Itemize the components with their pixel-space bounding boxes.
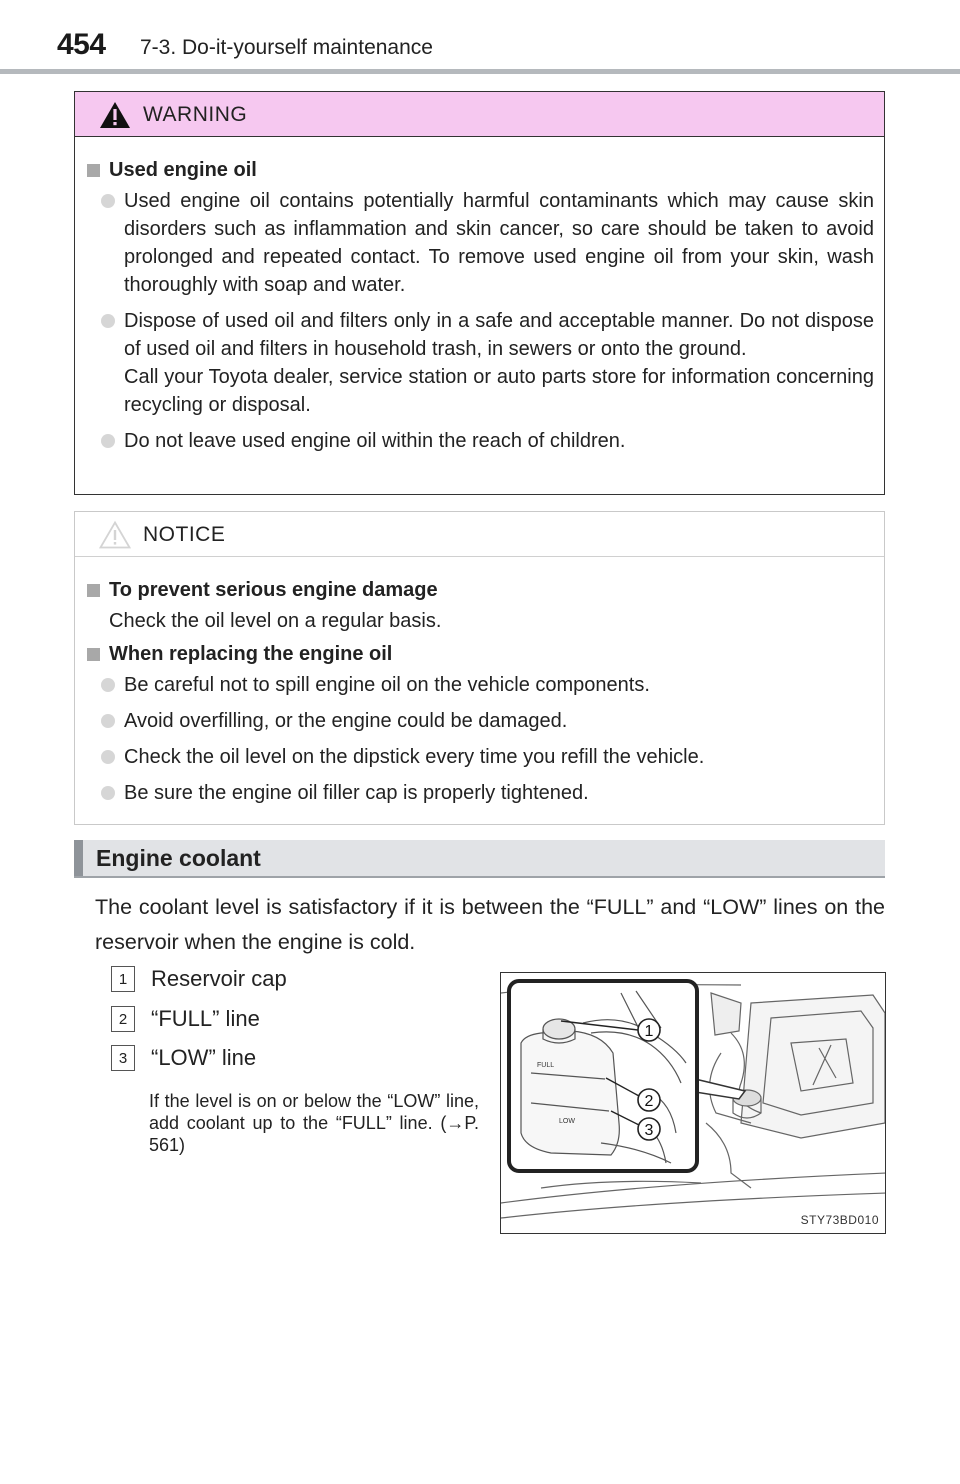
square-bullet-icon xyxy=(87,648,100,661)
page-header xyxy=(0,0,960,78)
notice-bullet-text: Check the oil level on the dipstick every time you refill the vehicle. xyxy=(124,746,705,768)
figure-marker-number: 2 xyxy=(644,1093,654,1110)
coolant-intro: The coolant level is satisfactory if it is between the “FULL” and “LOW” lines on the reservoir when the engine is cold. xyxy=(95,895,885,954)
square-bullet-icon xyxy=(87,164,100,177)
reservoir-full-mark: FULL xyxy=(537,1062,555,1069)
notice-bullet xyxy=(101,779,874,807)
warning-bullet-text: Used engine oil contains potentially harmful contaminants which may cause skin disorders such as inflammation and skin cancer, so care should be taken to avoid prolonged and repeated contact. To remove used engine oil from your skin, wash thoroughly with soap and water. xyxy=(124,190,874,296)
callout-number: 2 xyxy=(111,1006,135,1032)
callout-number: 1 xyxy=(111,966,135,992)
warning-subhead xyxy=(87,157,874,183)
square-bullet-icon xyxy=(87,584,100,597)
callout-label: “FULL” line xyxy=(151,1006,260,1031)
engine-illustration xyxy=(500,972,886,1234)
warning-bullet xyxy=(101,427,874,455)
reservoir-low-mark: LOW xyxy=(559,1118,575,1125)
warning-subhead-text: Used engine oil xyxy=(109,159,257,181)
notice-title: NOTICE xyxy=(143,523,226,546)
notice-subhead-text: When replacing the engine oil xyxy=(109,643,393,665)
notice-bullet-text: Be careful not to spill engine oil on the vehicle components. xyxy=(124,674,650,696)
figure-marker-number: 1 xyxy=(644,1023,654,1040)
bullet-dot-icon xyxy=(101,678,115,692)
section-banner xyxy=(74,840,885,878)
coolant-note: If the level is on or below the “LOW” line, add coolant up to the “FULL” line. (→P. 561) xyxy=(149,1091,479,1155)
bullet-dot-icon xyxy=(101,434,115,448)
notice-subhead-text: To prevent serious engine damage xyxy=(109,579,438,601)
notice-bullet xyxy=(101,671,874,699)
warning-bullet-text xyxy=(124,307,874,419)
callout-item xyxy=(111,1045,256,1071)
caution-triangle-icon xyxy=(99,520,131,550)
notice-header xyxy=(75,512,884,557)
notice-body xyxy=(75,557,884,807)
warning-bullet-line: Dispose of used oil and filters only in a safe and acceptable manner. Do not dispose of used oil and filters in household trash, in sewers or onto the ground. xyxy=(124,310,874,360)
notice-bullet xyxy=(101,707,874,735)
notice-box xyxy=(74,511,885,825)
figure-marker xyxy=(638,1089,660,1111)
bullet-dot-icon xyxy=(101,786,115,800)
figure-marker-number: 3 xyxy=(644,1122,654,1139)
figure-marker xyxy=(638,1118,660,1140)
bullet-dot-icon xyxy=(101,314,115,328)
warning-triangle-icon xyxy=(99,100,131,130)
notice-subhead xyxy=(87,641,874,667)
warning-header xyxy=(75,92,884,137)
callout-label: Reservoir cap xyxy=(151,966,287,991)
engine-bay-drawing xyxy=(501,973,886,1234)
warning-bullet-line: Call your Toyota dealer, service station or auto parts store for information concerning recycling or disposal. xyxy=(124,366,874,416)
bullet-dot-icon xyxy=(101,750,115,764)
notice-bullet-text: Avoid overfilling, or the engine could be damaged. xyxy=(124,710,568,732)
notice-bullet-text: Be sure the engine oil filler cap is properly tightened. xyxy=(124,782,589,804)
banner-title: Engine coolant xyxy=(96,845,261,871)
warning-bullet-text: Do not leave used engine oil within the reach of children. xyxy=(124,430,626,452)
callout-label: “LOW” line xyxy=(151,1045,257,1070)
section-title: 7-3. Do-it-yourself maintenance xyxy=(140,36,433,59)
banner-accent-bar xyxy=(74,840,83,876)
callout-item xyxy=(111,1006,260,1032)
warning-bullet xyxy=(101,187,874,299)
warning-box xyxy=(74,91,885,495)
warning-body xyxy=(75,137,884,455)
callout-item xyxy=(111,966,287,992)
warning-bullet xyxy=(101,307,874,419)
warning-title: WARNING xyxy=(143,103,248,126)
notice-text: Check the oil level on a regular basis. xyxy=(109,610,442,632)
notice-bullet xyxy=(101,743,874,771)
bullet-dot-icon xyxy=(101,194,115,208)
notice-subhead xyxy=(87,577,874,603)
callout-number: 3 xyxy=(111,1045,135,1071)
bullet-dot-icon xyxy=(101,714,115,728)
page-number: 454 xyxy=(57,28,106,61)
figure-marker xyxy=(638,1019,660,1041)
header-rule xyxy=(0,69,960,74)
figure-code: STY73BD010 xyxy=(800,1213,879,1227)
